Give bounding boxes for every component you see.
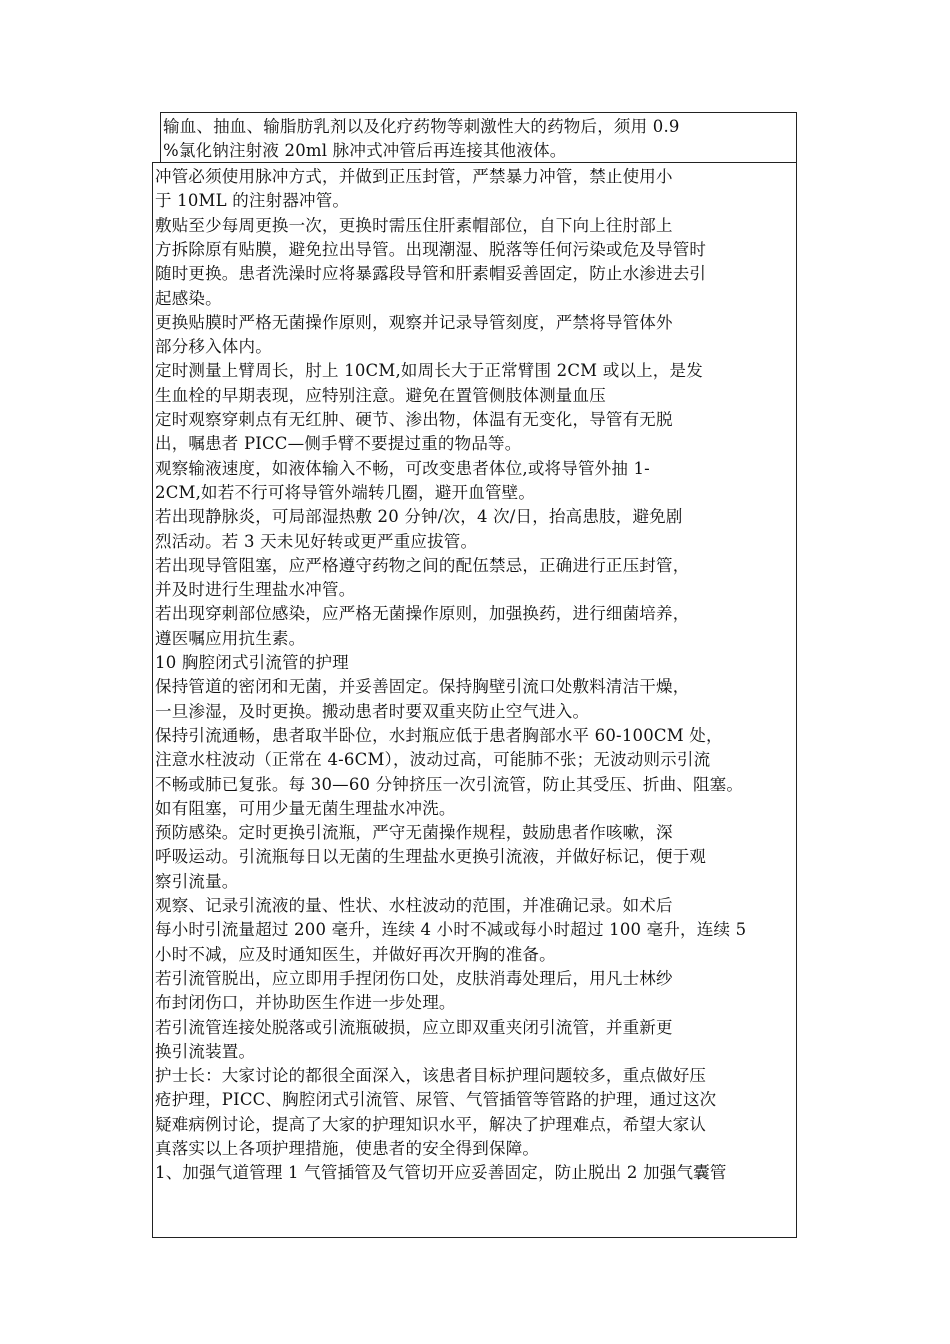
text-line: 生血栓的早期表现，应特别注意。避免在置管侧肢体测量血压 [155, 385, 606, 405]
text-line: 如有阻塞，可用少量无菌生理盐水冲洗。 [155, 798, 456, 818]
text-line: 定时观察穿刺点有无红肿、硬节、渗出物，体温有无变化，导管有无脱 [155, 410, 673, 429]
text-line: 护士长：大家讨论的都很全面深入，该患者目标护理问题较多，重点做好压 [155, 1066, 707, 1086]
text-line: 若出现穿刺部位感染，应严格无菌操作原则，加强换药，进行细菌培养， [155, 604, 690, 624]
text-line: 并及时进行生理盐水冲管。 [155, 580, 356, 600]
text-line: 注意水柱波动（正常在 4-6CM），波动过高，可能肺不张；无波动则示引流 [155, 750, 711, 770]
text-line: 每小时引流量超过 200 毫升，连续 4 小时不减或每小时超过 100 毫升，连续 5 [155, 920, 747, 940]
text-line: 观察输液速度，如液体输入不畅，可改变患者体位,或将导管外抽 1- [155, 458, 650, 478]
text-line: 敷贴至少每周更换一次，更换时需压住肝素帽部位，自下向上往肘部上 [155, 215, 673, 235]
text-line: 定时测量上臂周长，肘上 10CM,如周长大于正常臂围 2CM 或以上，是发 [155, 361, 703, 381]
text-line: 保持管道的密闭和无菌，并妥善固定。保持胸壁引流口处敷料清洁干燥， [155, 677, 690, 697]
text-line: %氯化钠注射液 20ml 脉冲式冲管后再连接其他液体。 [163, 141, 567, 160]
text-line: 保持引流通畅，患者取半卧位，水封瓶应低于患者胸部水平 60-100CM 处， [155, 725, 723, 745]
text-line: 出，嘱患者 PICC—侧手臂不要提过重的物品等。 [155, 434, 522, 454]
text-line: 10 胸腔闭式引流管的护理 [155, 653, 349, 672]
text-line: 若出现静脉炎，可局部湿热敷 20 分钟/次，4 次/日，抬高患肢，避免剧 [155, 507, 683, 527]
text-line: 若引流管脱出，应立即用手捏闭伤口处，皮肤消毒处理后，用凡士林纱 [155, 968, 673, 988]
text-line: 烈活动。若 3 天未见好转或更严重应拔管。 [155, 531, 478, 551]
text-line: 真落实以上各项护理措施，使患者的安全得到保障。 [155, 1139, 540, 1158]
text-line: 起感染。 [155, 288, 222, 308]
text-line: 冲管必须使用脉冲方式，并做到正压封管，严禁暴力冲管，禁止使用小 [155, 167, 673, 186]
text-line: 若引流管连接处脱落或引流瓶破损，应立即双重夹闭引流管，并重新更 [155, 1017, 673, 1037]
text-line: 随时更换。患者洗澡时应将暴露段导管和肝素帽妥善固定，防止水渗进去引 [155, 264, 707, 284]
text-line: 小时不减，应及时通知医生，并做好再次开胸的准备。 [155, 944, 556, 964]
text-line: 疮护理，PICC、胸腔闭式引流管、尿管、气管插管等管路的护理，通过这次 [155, 1090, 717, 1110]
text-line: 于 10ML 的注射器冲管。 [155, 191, 350, 211]
text-line: 布封闭伤口，并协助医生作进一步处理。 [155, 993, 456, 1013]
text-line: 方拆除原有贴膜，避免拉出导管。出现潮湿、脱落等任何污染或危及导管时 [155, 239, 707, 259]
text-line: 2CM,如若不行可将导管外端转几圈，避开血管壁。 [155, 482, 536, 502]
text-line: 1、加强气道管理 1 气管插管及气管切开应妥善固定，防止脱出 2 加强气囊管 [155, 1163, 727, 1183]
text-line: 输血、抽血、输脂肪乳剂以及化疗药物等刺激性大的药物后，须用 0.9 [163, 117, 680, 136]
text-line: 若出现导管阻塞，应严格遵守药物之间的配伍禁忌，正确进行正压封管， [155, 555, 690, 575]
text-line: 呼吸运动。引流瓶每日以无菌的生理盐水更换引流液，并做好标记，便于观 [155, 847, 707, 867]
text-line: 遵医嘱应用抗生素。 [155, 628, 306, 648]
text-line: 换引流装置。 [155, 1041, 256, 1061]
text-line: 察引流量。 [155, 871, 239, 891]
text-line: 观察、记录引流液的量、性状、水柱波动的范围，并准确记录。如术后 [155, 896, 673, 915]
text-line: 部分移入体内。 [155, 337, 272, 357]
text-line: 不畅或肺已复张。每 30—60 分钟挤压一次引流管，防止其受压、折曲、阻塞。 [155, 774, 744, 794]
text-line: 疑难病例讨论，提高了大家的护理知识水平，解决了护理难点，希望大家认 [155, 1114, 707, 1134]
table-cell-main [152, 162, 797, 1238]
table-cell-top [160, 112, 797, 162]
text-line: 更换贴膜时严格无菌操作原则，观察并记录导管刻度，严禁将导管体外 [155, 312, 673, 332]
text-line: 一旦渗湿，及时更换。搬动患者时要双重夹防止空气进入。 [155, 701, 590, 721]
text-line: 预防感染。定时更换引流瓶，严守无菌操作规程，鼓励患者作咳嗽，深 [155, 823, 673, 843]
